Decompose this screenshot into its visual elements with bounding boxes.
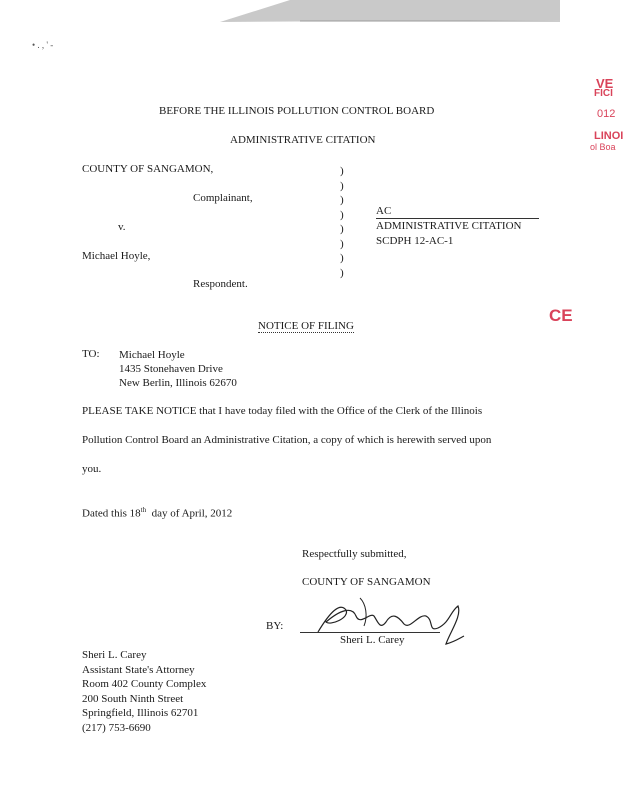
footer-address-line: (217) 753-6690: [82, 721, 151, 734]
dated-sup: th: [140, 506, 147, 514]
stamp-text: CE: [549, 306, 573, 325]
complainant-role: Complainant,: [193, 192, 253, 204]
footer-address: [82, 648, 206, 736]
case-type: ADMINISTRATIVE CITATION: [376, 220, 522, 232]
footer-address-line: Room 402 County Complex: [82, 678, 207, 691]
bracket: ): [340, 266, 344, 279]
bracket: ): [340, 223, 344, 235]
stamp-text: FICI: [594, 88, 613, 99]
scan-shadow-band: [180, 0, 560, 22]
versus-label: v.: [118, 221, 126, 233]
dated-line: [82, 506, 232, 520]
complainant-name: COUNTY OF SANGAMON,: [82, 163, 214, 175]
bracket: ): [340, 194, 344, 206]
bracket: ): [340, 252, 344, 264]
notice-body-line: you.: [82, 463, 102, 475]
closing-text: Respectfully submitted,: [302, 548, 407, 560]
stamp-text: VE: [596, 76, 614, 91]
case-number: SCDPH 12-AC-1: [376, 235, 454, 247]
board-title: BEFORE THE ILLINOIS POLLUTION CONTROL BOARD: [159, 105, 435, 117]
notice-heading: NOTICE OF FILING: [258, 320, 354, 332]
bracket: ): [340, 237, 344, 250]
to-label: TO:: [82, 348, 100, 360]
addressee-line: 1435 Stonehaven Drive: [119, 363, 223, 375]
scan-mark: • . , ' -: [32, 40, 54, 50]
case-ac-label: AC: [376, 205, 392, 217]
by-label: BY:: [266, 620, 284, 632]
notice-body-line: Pollution Control Board an Administrative Citation, a copy of which is herewith served upon: [82, 434, 492, 446]
stamp-text: ol Boa: [590, 142, 616, 152]
footer-address-line: Sheri L. Carey: [82, 649, 147, 661]
footer-address-line: Springfield, Illinois 62701: [82, 707, 199, 720]
notice-body-line: PLEASE TAKE NOTICE that I have today filed with the Office of the Clerk of the Illinois: [82, 405, 483, 417]
bracket: ): [340, 165, 344, 177]
case-ac-line: [376, 205, 539, 219]
footer-address-line: 200 South Ninth Street: [82, 692, 184, 705]
caption-brackets: [340, 164, 344, 280]
stamp-text: 012: [597, 108, 616, 120]
respondent-role: Respondent.: [193, 278, 248, 290]
signature-line: [300, 632, 440, 633]
bracket: ): [340, 208, 344, 221]
bracket: ): [340, 179, 344, 192]
respondent-name: Michael Hoyle,: [82, 250, 151, 262]
addressee-block: [119, 348, 237, 390]
stamp-text: LINOI: [594, 130, 623, 142]
dated-suffix: day of April, 2012: [151, 507, 233, 520]
citation-title: ADMINISTRATIVE CITATION: [230, 134, 376, 146]
dated-prefix: Dated this 18: [82, 507, 141, 520]
signing-entity: COUNTY OF SANGAMON: [302, 576, 431, 588]
addressee-line: New Berlin, Illinois 62670: [119, 377, 237, 389]
addressee-line: Michael Hoyle: [119, 349, 185, 361]
footer-address-line: Assistant State's Attorney: [82, 663, 195, 676]
signer-name: Sheri L. Carey: [340, 634, 405, 646]
